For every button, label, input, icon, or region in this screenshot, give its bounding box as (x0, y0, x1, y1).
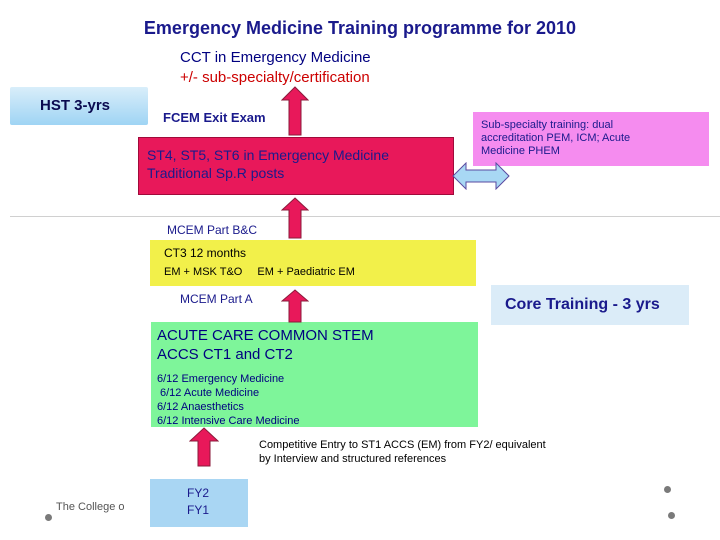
up-arrow-icon (281, 197, 309, 239)
ct3-title: CT3 12 months (164, 246, 247, 260)
fy2-label: FY2 (187, 486, 210, 500)
page-title: Emergency Medicine Training programme for 2010 (143, 18, 577, 38)
competitive-line2: by Interview and structured references (259, 453, 447, 465)
st-line1: ST4, ST5, ST6 in Emergency Medicine (147, 147, 389, 163)
fy1-label: FY1 (187, 503, 210, 517)
up-arrow-icon (189, 427, 219, 467)
mcem-bc-label: MCEM Part B&C (151, 217, 275, 237)
st-training-box (138, 137, 454, 195)
acute-rotation-item: 6/12 Acute Medicine (160, 387, 260, 399)
cct-heading (180, 48, 371, 88)
fcem-label: FCEM Exit Exam (163, 110, 266, 125)
decorative-dot (45, 514, 52, 521)
decorative-dot (664, 486, 671, 493)
acute-rotation-item: 6/12 Anaesthetics (157, 401, 244, 413)
decorative-dot (668, 512, 675, 519)
mcem-a-label: MCEM Part A (180, 292, 253, 306)
acute-rotation-item: 6/12 Emergency Medicine (157, 373, 285, 385)
st-line2: Traditional Sp.R posts (147, 165, 285, 181)
ct3-item-msk: EM + MSK T&O (164, 266, 243, 278)
ct3-item-paediatric: EM + Paediatric EM (257, 266, 355, 278)
acute-line2: ACCS CT1 and CT2 (157, 346, 293, 363)
hst-box: HST 3-yrs (10, 87, 148, 125)
acute-line1: ACUTE CARE COMMON STEM (157, 327, 374, 344)
footer-text: The College o (56, 501, 125, 513)
acute-rotation-item: 6/12 Intensive Care Medicine (157, 415, 300, 427)
subspecialty-line1: Sub-specialty training: dual (481, 119, 614, 131)
foundation-years-box (150, 479, 248, 527)
ct3-items (164, 266, 476, 278)
up-arrow-icon (281, 289, 309, 323)
ct3-box (150, 240, 476, 286)
competitive-line1: Competitive Entry to ST1 ACCS (EM) from FY2/ equivalent (259, 439, 546, 451)
cct-line2: +/- sub-specialty/certification (180, 69, 370, 86)
subspecialty-line3: Medicine PHEM (481, 145, 560, 157)
competitive-entry-text (259, 438, 546, 466)
acute-care-box (151, 322, 478, 427)
core-training-box: Core Training - 3 yrs (491, 285, 689, 325)
subspecialty-box (473, 112, 709, 166)
acute-rotation-list (157, 372, 478, 428)
subspecialty-line2: accreditation PEM, ICM; Acute (481, 132, 631, 144)
double-arrow-icon (452, 162, 510, 190)
divider-line (10, 216, 720, 217)
cct-line1: CCT in Emergency Medicine (180, 49, 371, 66)
up-arrow-icon (281, 86, 309, 136)
